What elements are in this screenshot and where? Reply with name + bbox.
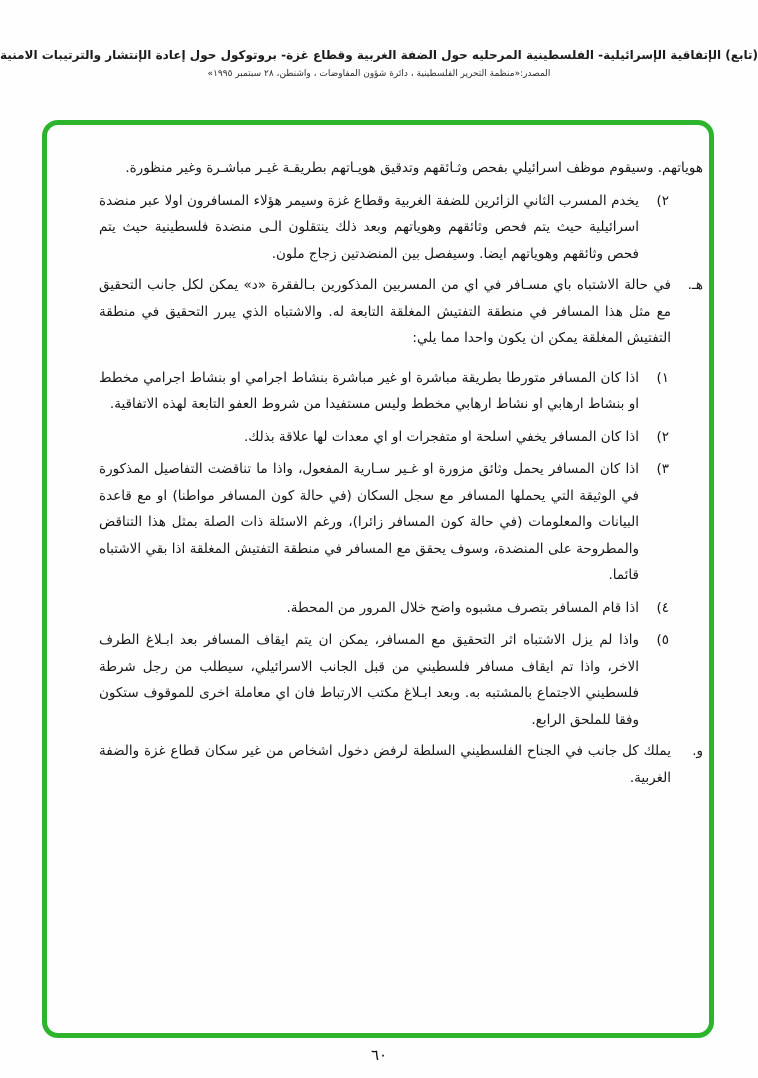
document-title: (تابع) الإتفاقية الإسرائيلية- الفلسطينية المرحليه حول الضفة الغربية وقطاع غزة- بروتوكول حول إعادة الإنتشار والترتيبات الامنية <box>0 48 758 62</box>
item-text: واذا لم يزل الاشتباه اثر التحقيق مع المسافر، يمكن ان يتم ايقاف المسافر بعد ابـلاغ الطرف الاخر، واذا تم ايقاف مسافر فلسطيني من قبل الجانب الاسرائيلي، سيطلب من رجل شرطة فلسطيني الاجتماع بالمشتبه به. وبعد ابـلاغ مكتب الارتباط فان اي معاملة اخرى للموقوف ستكون وفقا للملحق الرابع. <box>99 632 639 728</box>
sub-item-4 <box>99 595 669 622</box>
sub-item-3 <box>99 456 669 589</box>
page-number: ٦٠ <box>370 1046 388 1064</box>
item-marker: و. <box>692 743 703 759</box>
item-marker: ٥) <box>656 632 669 648</box>
sub-item-2 <box>99 424 669 451</box>
content-highlight-border <box>42 120 714 1038</box>
item-marker: ٣) <box>656 461 669 477</box>
item-marker: ٢) <box>656 192 669 209</box>
item-marker: ٤) <box>656 599 669 616</box>
sub-item-1 <box>99 365 669 418</box>
document-header <box>0 48 758 79</box>
continuation-paragraph <box>99 155 703 182</box>
item-marker: ١) <box>656 369 669 386</box>
paragraph-text: هوياتهم. وسيقوم موظف اسرائيلي بفحص وثـائقهم وتدقيق هويـاتهم بطريقـة غيـر مباشـرة وغير منظورة. <box>125 160 703 176</box>
item-marker: هـ. <box>687 277 703 293</box>
item-text: يخدم المسرب الثاني الزائرين للضفة الغربية وقطاع غزة وسيمر هؤلاء المسافرون اولا عبر منضدة اسرائيلية حيث يتم فحص وثائقهم وهوياتهم وبعد ذلك ينتقلون الـى منضدة فلسطينية حيث يتم فحص وثائقهم وهوياتهم ايضا. وسيفصل بين المنضدتين زجاج ملون. <box>99 192 639 262</box>
item-text: اذا كان المسافر متورطا بطريقة مباشرة او غير مباشرة بنشاط اجرامي او بنشاط اجرامي مخطط او بنشاط ارهابي او نشاط ارهابي مخطط وليس مستفيدا من شروط العفو التابعة لهذه الاتفاقية. <box>99 369 639 412</box>
sub-item-5 <box>99 627 669 733</box>
item-text: اذا كان المسافر يخفي اسلحة او متفجرات او اي معدات لها علاقة بذلك. <box>243 428 639 445</box>
document-body <box>99 155 703 791</box>
item-text: يملك كل جانب في الجناح الفلسطيني السلطة لرفض دخول اشخاص من غير سكان قطاع غزة والضفة الغربية. <box>99 743 671 786</box>
item-text: اذا كان المسافر يحمل وثائق مزورة او غـير سـارية المفعول، واذا ما تناقضت التفاصيل المذكورة في الوثيقة التي يحملها المسافر مع سجل السكان (في حالة كون المسافر مواطنا) او مع قاعدة البيانات والمعلومات (في حالة كون المسافر زائرا)، ورغم الاسئلة ذات الصلة بمثل هذا التناقض والمطروحة على المنضدة، وسوف يحقق مع المسافر في منطقة التفتيش المغلقة اذا بقي الاشتباه قائما. <box>99 461 639 583</box>
list-item-lane-2 <box>99 188 669 268</box>
document-source-line: المصدر:«منظمة التحرير الفلسطينية ، دائرة شؤون المفاوضات ، واشنطن، ٢٨ سبتمبر ١٩٩٥» <box>207 69 551 79</box>
clause-waw <box>99 738 703 791</box>
item-marker: ٢) <box>656 428 669 445</box>
clause-heh <box>99 272 703 352</box>
item-text: في حالة الاشتباه باي مسـافر في اي من المسربين المذكورين بـالفقرة «د» يمكن لكل جانب التحقيق مع مثل هذا المسافر في منطقة التفتيش المغلقة التابعة له. والاشتباه الذي يبرر التحقيق في منطقة التفتيش المغلقة يمكن ان يكون واحدا مما يلي: <box>99 277 671 346</box>
item-text: اذا قام المسافر بتصرف مشبوه واضح خلال المرور من المحطة. <box>286 599 639 616</box>
